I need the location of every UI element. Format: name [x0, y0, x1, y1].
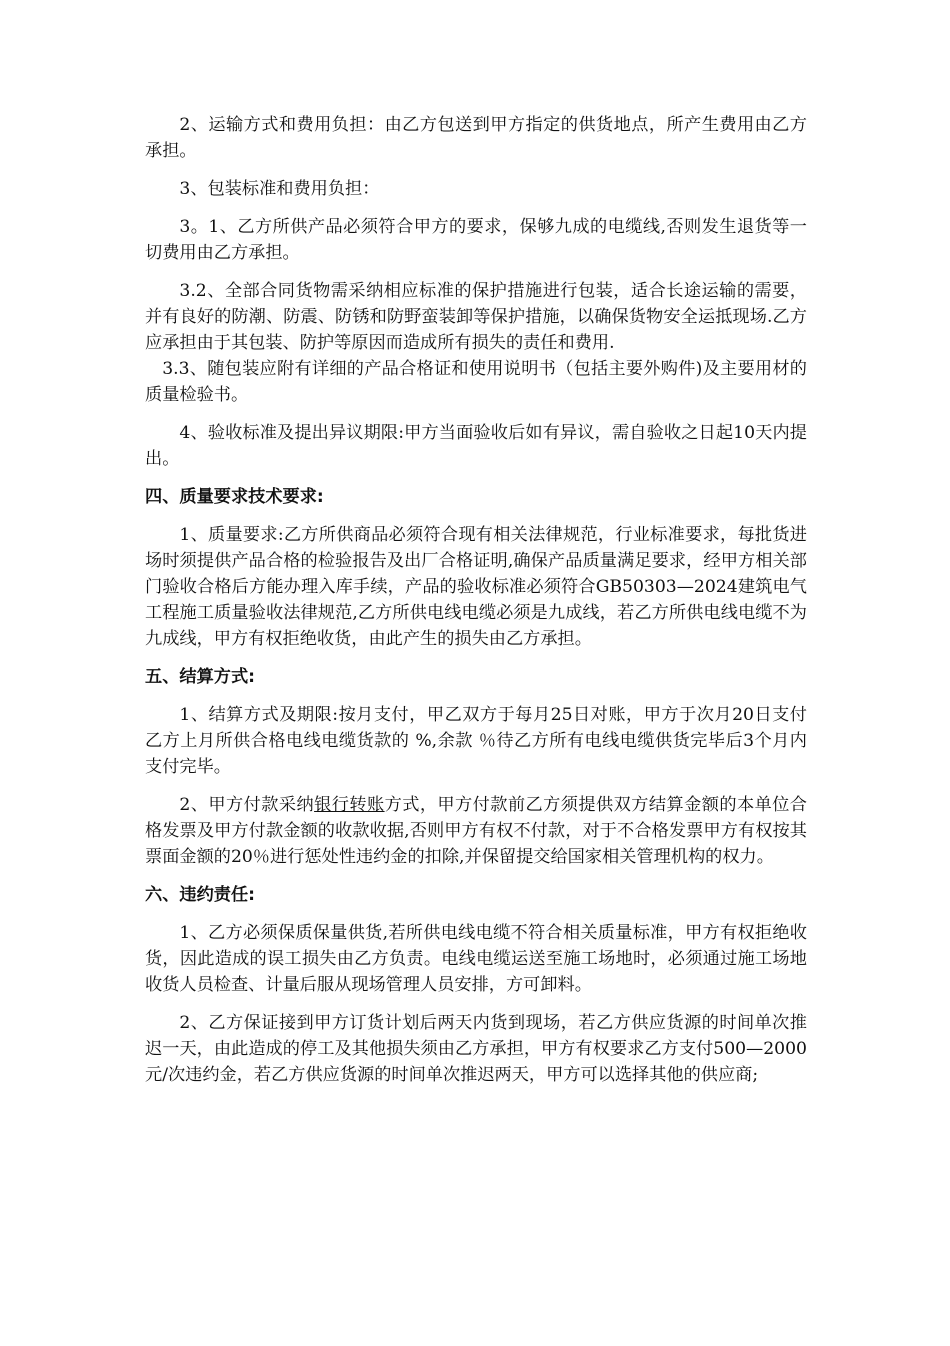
document-page — [145, 112, 807, 1100]
paragraph-3-2: 3.2、全部合同货物需采纳相应标准的保护措施进行包装，适合长途运输的需要，并有良好的防潮、防震、防锈和防野蛮装卸等保护措施，以确保货物安全运抵现场.乙方应承担由于其包装、防护等原因而造成所有损失的责任和费用. — [145, 281, 807, 353]
paragraph-packaging: 3、包装标准和费用负担： — [179, 179, 380, 199]
paragraph-acceptance: 4、验收标准及提出异议期限:甲方当面验收后如有异议，需自验收之日起10天内提出。 — [145, 423, 807, 469]
heading-quality: 四、质量要求技术要求: — [145, 487, 324, 507]
paragraph-3-1: 3。1、乙方所供产品必须符合甲方的要求，保够九成的电缆线,否则发生退货等一切费用由乙方承担。 — [145, 217, 807, 263]
heading-breach: 六、违约责任: — [145, 885, 255, 905]
paragraph-settlement-2 — [145, 792, 807, 870]
paragraph-settlement-1: 1、结算方式及期限:按月支付，甲乙双方于每月25日对账，甲方于次月20日支付乙方上月所供合格电线电缆货款的 %,余款 ％待乙方所有电线电缆供货完毕后3个月内支付完毕。 — [145, 705, 807, 777]
paragraph-3-3: 3.3、随包装应附有详细的产品合格证和使用说明书（包括主要外购件)及主要用材的质量检验书。 — [145, 359, 807, 405]
paragraph-quality: 1、质量要求:乙方所供商品必须符合现有相关法律规范，行业标准要求，每批货进场时须提供产品合格的检验报告及出厂合格证明,确保产品质量满足要求，经甲方相关部门验收合格后方能办理入库手续，产品的验收标准必须符合GB50303—2024建筑电气工程施工质量验收法律规范,乙方所供电线电缆必须是九成线，若乙方所供电线电缆不为九成线，甲方有权拒绝收货，由此产生的损失由乙方承担。 — [145, 525, 807, 649]
paragraph-breach-2: 2、乙方保证接到甲方订货计划后两天内货到现场，若乙方供应货源的时间单次推迟一天，由此造成的停工及其他损失须由乙方承担，甲方有权要求乙方支付500—2000元/次违约金，若乙方供应货源的时间单次推迟两天，甲方可以选择其他的供应商; — [145, 1013, 807, 1085]
heading-settlement: 五、结算方式: — [145, 667, 255, 687]
bank-transfer-link[interactable]: 银行转账 — [314, 795, 385, 815]
settlement-2-text-a: 2、甲方付款采纳 — [179, 795, 315, 815]
paragraph-breach-1: 1、乙方必须保质保量供货,若所供电线电缆不符合相关质量标准，甲方有权拒绝收货，因此造成的误工损失由乙方负责。电线电缆运送至施工场地时，必须通过施工场地收货人员检查、计量后服从现场管理人员安排，方可卸料。 — [145, 923, 807, 995]
settlement-2-text-b: 方式，甲方付款前乙方须提供双方结算金额的本单位合格发票及甲方付款金额的收款收据,否则甲方有权不付款，对于不合格发票甲方有权按其票面金额的20％进行惩处性违约金的扣除,并保留提交给国家相关管理机构的权力。 — [145, 795, 807, 867]
paragraph-transport: 2、运输方式和费用负担：由乙方包送到甲方指定的供货地点，所产生费用由乙方承担。 — [145, 115, 807, 161]
